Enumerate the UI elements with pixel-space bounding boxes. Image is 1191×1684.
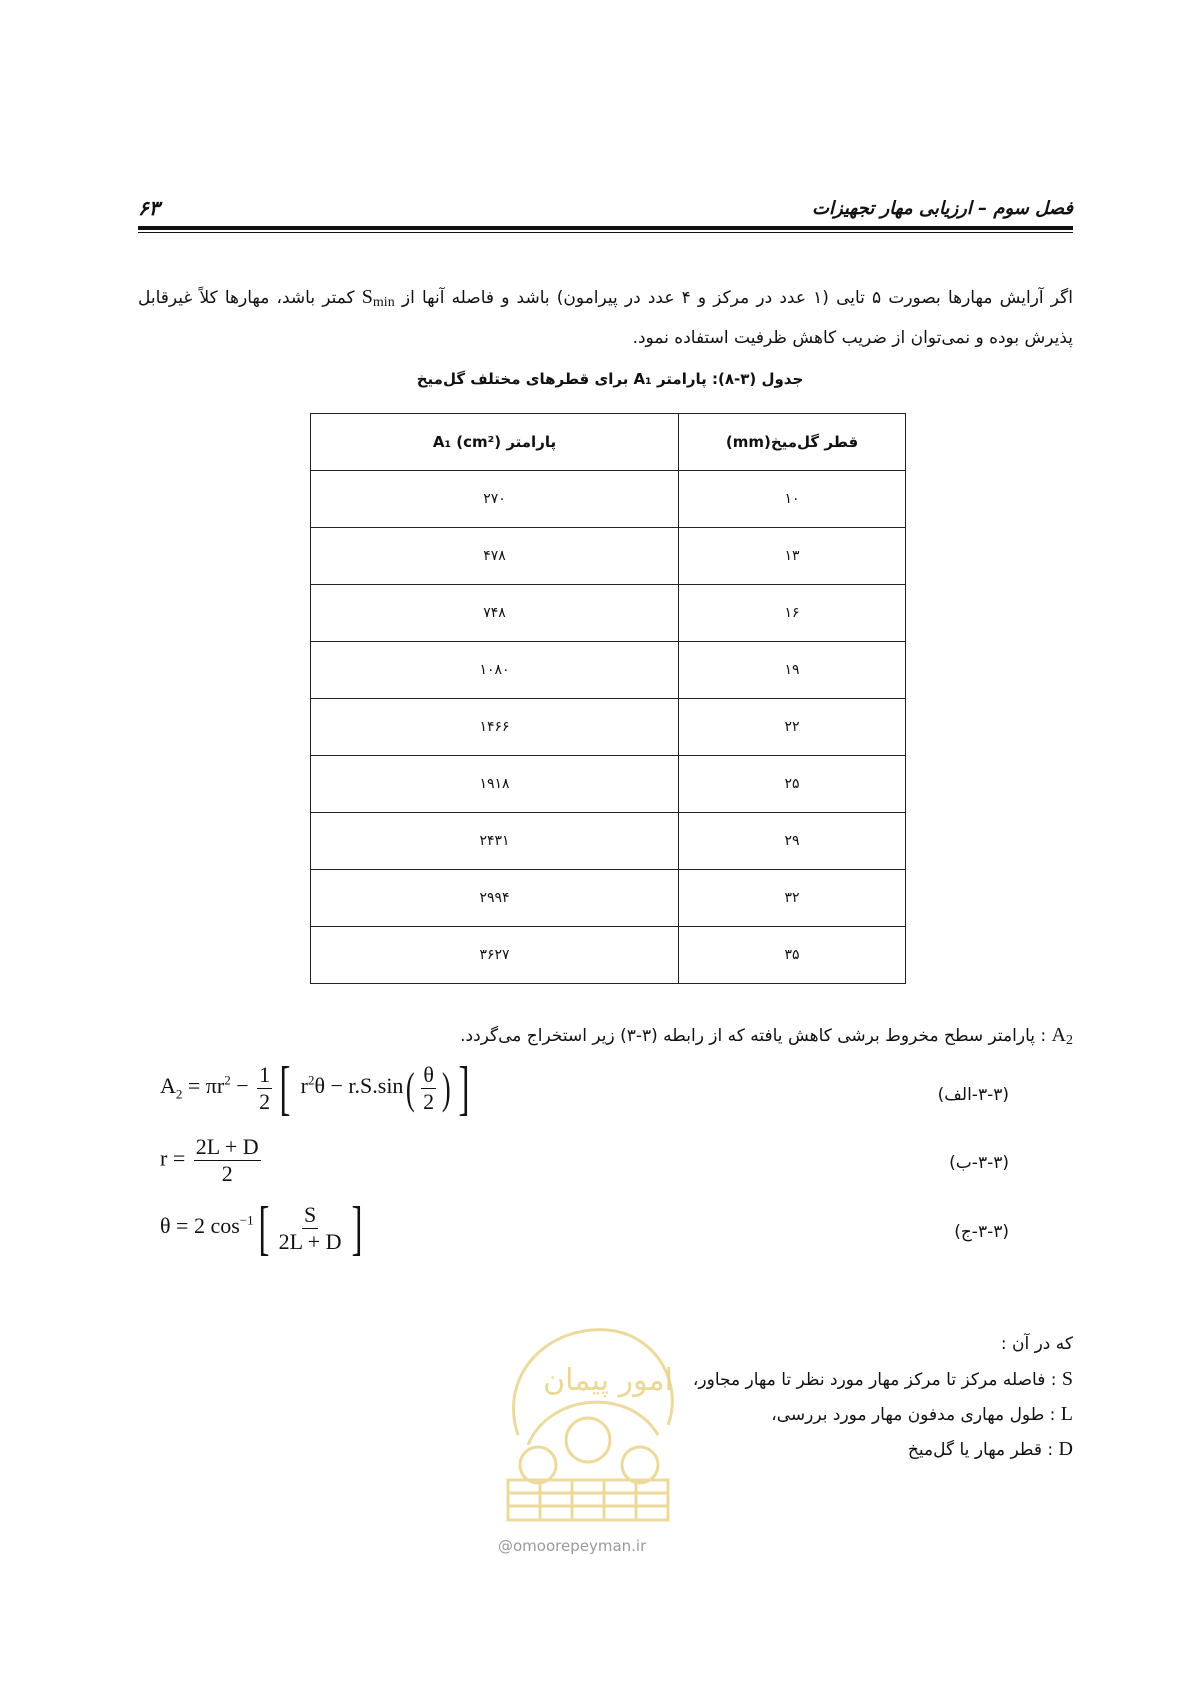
definition-d bbox=[908, 1438, 1073, 1461]
def-symbol-l: L bbox=[1060, 1403, 1073, 1425]
cell-a1: ۴۷۸ bbox=[311, 528, 679, 585]
paragraph-part1: اگر آرایش مهارها بصورت ۵ تایی (۱ عدد در مرکز و ۴ عدد در پیرامون) باشد و فاصله آنها از bbox=[394, 288, 1073, 308]
cell-diameter: ۲۵ bbox=[679, 756, 906, 813]
svg-text:امور پیمان: امور پیمان bbox=[543, 1363, 673, 1398]
chapter-title: فصل سوم – ارزیابی مهار تجهیزات bbox=[812, 198, 1073, 219]
body-paragraph bbox=[138, 278, 1073, 357]
page-number: ۶۳ bbox=[138, 196, 160, 220]
frac-s: $\frac{S}{2L + D}$ bbox=[278, 1201, 342, 1254]
header-diameter: قطر گل‌میخ(mm) bbox=[679, 414, 906, 471]
cell-diameter: ۱۶ bbox=[679, 585, 906, 642]
cell-diameter: ۱۳ bbox=[679, 528, 906, 585]
a1-table bbox=[310, 413, 906, 984]
a2-symbol: A bbox=[1051, 1024, 1066, 1046]
paragraph-part2: کمتر باشد، مهارها کلاً غیرقابل پذیرش بوده و نمی‌توان از ضریب کاهش ظرفیت استفاده نمود. bbox=[138, 288, 1073, 348]
table-row bbox=[311, 756, 906, 813]
cell-a1: ۲۹۹۴ bbox=[311, 870, 679, 927]
equation-a2: $A_2 = \pi r^2$ − $\frac{1}{2}$ [ $r^2\theta - r.S.\sin$( $\frac{\theta}{2}$ ) ] bbox=[160, 1055, 470, 1121]
header-rule-thin bbox=[138, 232, 1073, 233]
frac-r: $\frac{2L + D}{2}$ bbox=[195, 1134, 259, 1186]
header-a1: پارامتر A₁ (cm²) bbox=[311, 414, 679, 471]
cell-a1: ۲۴۳۱ bbox=[311, 813, 679, 870]
frac-one-half: $\frac{1}{2}$ bbox=[259, 1061, 271, 1114]
equation-theta: θ = 2 $\cos^{-1}$[ $\frac{S}{2L + D}$ ] bbox=[160, 1195, 363, 1261]
definition-s bbox=[693, 1368, 1073, 1391]
definitions-intro: که در آن : bbox=[1000, 1334, 1073, 1354]
table-row bbox=[311, 813, 906, 870]
table-row bbox=[311, 642, 906, 699]
cell-diameter: ۱۹ bbox=[679, 642, 906, 699]
table-row bbox=[311, 927, 906, 984]
frac-theta-half: $\frac{\theta}{2}$ bbox=[423, 1061, 435, 1114]
equation-label-1: (۳-۳-الف) bbox=[937, 1085, 1009, 1105]
definition-l bbox=[771, 1403, 1073, 1426]
a2-subscript: 2 bbox=[1066, 1033, 1073, 1048]
watermark-site bbox=[498, 1537, 646, 1555]
def-text-d: : قطر مهار یا گل‌میخ bbox=[907, 1440, 1054, 1460]
equation-label-3: (۳-۳-ج) bbox=[954, 1222, 1009, 1242]
a2-intro-text: : پارامتر سطح مخروط برشی کاهش یافته که از رابطه (۳-۳) زیر استخراج می‌گردد. bbox=[460, 1026, 1047, 1046]
cell-a1: ۳۶۲۷ bbox=[311, 927, 679, 984]
cell-a1: ۱۹۱۸ bbox=[311, 756, 679, 813]
s-symbol: S bbox=[361, 286, 373, 308]
cell-a1: ۷۴۸ bbox=[311, 585, 679, 642]
cell-a1: ۲۷۰ bbox=[311, 471, 679, 528]
equation-r: r = $\frac{2L + D}{2}$ bbox=[160, 1134, 259, 1186]
table-caption: جدول (۳-۸): پارامتر A₁ برای قطرهای مختلف گل‌میخ bbox=[416, 370, 804, 388]
watermark-site-text: omoorepeyman.ir bbox=[513, 1537, 647, 1555]
table-row bbox=[311, 870, 906, 927]
cell-diameter: ۲۹ bbox=[679, 813, 906, 870]
table-row bbox=[311, 699, 906, 756]
equation-label-2: (۳-۳-ب) bbox=[949, 1153, 1009, 1173]
header-rule-thick bbox=[138, 226, 1073, 230]
watermark-logo-icon bbox=[488, 1315, 688, 1525]
def-text-s: : فاصله مرکز تا مرکز مهار مورد نظر تا مهار مجاور، bbox=[692, 1370, 1057, 1390]
table-header-row bbox=[311, 414, 906, 471]
def-symbol-d: D bbox=[1058, 1438, 1073, 1460]
table-row bbox=[311, 471, 906, 528]
cell-diameter: ۳۵ bbox=[679, 927, 906, 984]
at-icon: @ bbox=[498, 1537, 513, 1555]
def-symbol-s: S bbox=[1061, 1368, 1073, 1390]
cell-diameter: ۱۰ bbox=[679, 471, 906, 528]
cell-diameter: ۳۲ bbox=[679, 870, 906, 927]
cell-a1: ۱۰۸۰ bbox=[311, 642, 679, 699]
table-row bbox=[311, 585, 906, 642]
table-row bbox=[311, 528, 906, 585]
cell-diameter: ۲۲ bbox=[679, 699, 906, 756]
cell-a1: ۱۴۶۶ bbox=[311, 699, 679, 756]
def-text-l: : طول مهاری مدفون مهار مورد بررسی، bbox=[771, 1405, 1056, 1425]
s-subscript: min bbox=[372, 295, 395, 310]
a2-intro bbox=[460, 1024, 1073, 1047]
